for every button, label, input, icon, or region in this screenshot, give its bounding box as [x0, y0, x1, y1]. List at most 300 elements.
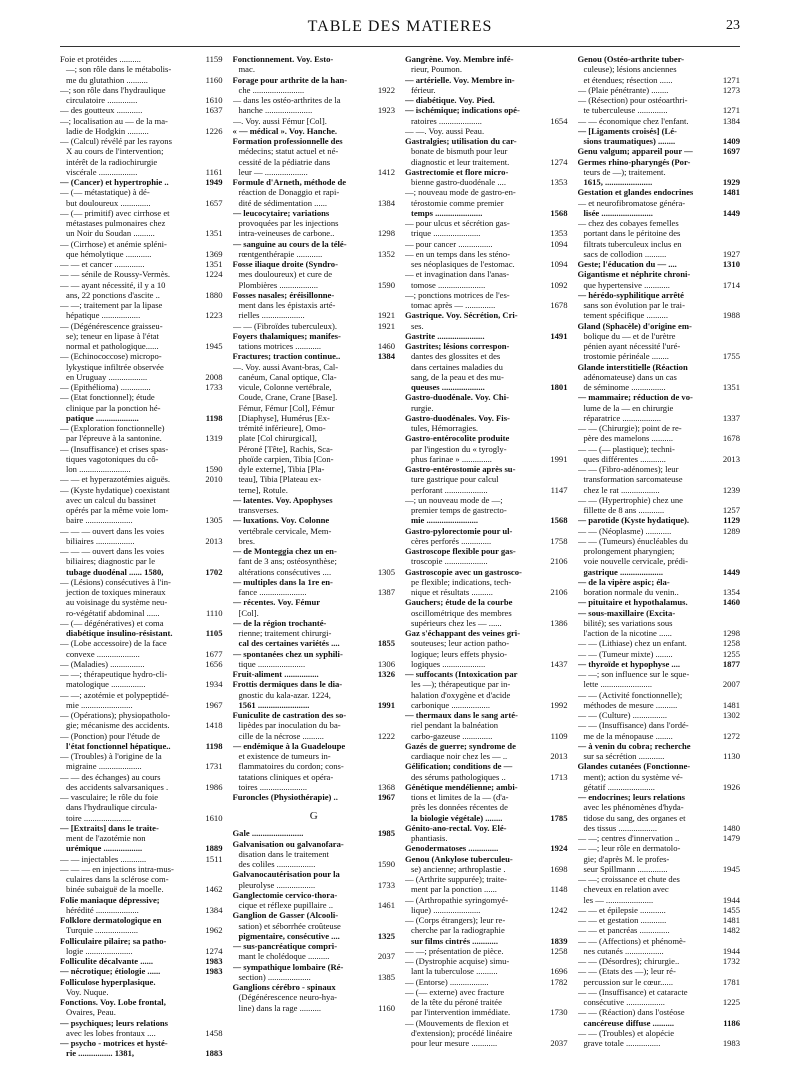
index-entry	[405, 536, 568, 546]
index-entry	[233, 931, 396, 941]
index-entry	[60, 761, 223, 771]
index-entry	[60, 433, 223, 443]
entry-text: lon ........................	[66, 464, 131, 474]
entry-text: — — — en injections intra-mus-	[60, 863, 174, 874]
entry-text: gie; mécanisme des accidents.	[66, 720, 170, 731]
entry-page-number: 2007	[722, 679, 740, 690]
index-entry	[233, 321, 396, 331]
index-entry	[578, 997, 741, 1007]
entry-text: — en un temps dans les sténo-	[405, 248, 511, 259]
index-entry	[233, 372, 396, 382]
index-entry	[60, 64, 223, 74]
index-entry	[233, 505, 396, 515]
entry-text: — luxations. Voy. Colonne	[232, 515, 330, 526]
entry-page-number: 1944	[722, 945, 740, 956]
index-entry	[60, 669, 223, 679]
index-entry	[233, 761, 396, 771]
entry-text: par l'ingestion du « tyrogly-	[411, 443, 507, 454]
index-entry	[60, 772, 223, 782]
entry-text: riel pendant la balnéation	[411, 720, 499, 731]
section-letter: G	[309, 810, 318, 823]
index-entry	[578, 290, 741, 300]
index-entry	[578, 382, 741, 392]
index-entry	[578, 85, 741, 95]
entry-text: Ganglion de Gasser (Alcooli-	[232, 910, 339, 921]
entry-text: hérédité ....................	[66, 904, 139, 915]
entry-text: teau], Tibia [Plateau ex-	[238, 474, 322, 485]
entry-text: nique et résultats ..........	[411, 587, 493, 597]
entry-text: pénien ayant nécessité l'uré-	[583, 341, 681, 351]
index-entry	[405, 157, 568, 167]
entry-text: des coliles ..................	[238, 859, 316, 869]
entry-text: — psychiques; leurs relations	[60, 1017, 168, 1028]
index-entry	[60, 884, 223, 894]
index-entry	[60, 925, 223, 935]
entry-text: rœntgenthérapie ............	[238, 248, 323, 259]
index-entry	[578, 177, 741, 187]
index-entry	[405, 249, 568, 259]
index-entry	[60, 54, 223, 64]
index-entry	[233, 433, 396, 443]
entry-page-number: 1305	[377, 566, 395, 577]
index-entry	[60, 116, 223, 126]
entry-text: cheveux en relation avec	[583, 884, 669, 895]
index-entry	[578, 341, 741, 351]
entry-page-number: 1460	[377, 341, 395, 351]
entry-page-number: 2106	[550, 556, 568, 567]
entry-text: Génétique mendélienne; ambi-	[405, 781, 518, 792]
index-entry	[233, 239, 396, 249]
entry-text: que hémolytique ............	[66, 248, 152, 259]
index-entry	[578, 792, 741, 802]
entry-text: sation) et séborrhée croûteuse	[238, 920, 341, 931]
entry-text: Gastro-entérostomie après su-	[405, 464, 516, 474]
index-entry	[578, 464, 741, 474]
index-entry	[405, 75, 568, 85]
entry-text: Ganglectomie cervico-thora-	[232, 889, 338, 900]
index-entry	[60, 280, 223, 290]
entry-text: canéum, Canal optique, Cla-	[238, 371, 337, 382]
entry-page-number: 1480	[722, 822, 740, 833]
index-entry	[233, 720, 396, 730]
index-entry	[60, 75, 223, 85]
index-entry	[233, 972, 396, 982]
entry-text: sacs de collodion ..........	[583, 248, 667, 259]
entry-text: Fonctions. Voy. Lobe frontal,	[60, 997, 166, 1007]
index-entry	[60, 936, 223, 946]
index-entry	[578, 884, 741, 894]
entry-text: Ovaires, Peau.	[66, 1007, 116, 1018]
entry-text: migraine ....................	[66, 761, 142, 772]
index-entry	[405, 720, 568, 730]
index-entry	[60, 341, 223, 351]
entry-text: Galvanisation ou galvanofara-	[232, 838, 344, 849]
entry-page-number: 1458	[205, 1027, 223, 1038]
index-entry	[405, 54, 568, 64]
index-entry	[405, 659, 568, 669]
entry-text: — endocrines; leurs relations	[577, 792, 685, 802]
index-entry	[405, 474, 568, 484]
index-entry	[60, 464, 223, 474]
index-entry	[578, 474, 741, 484]
entry-page-number: 1481	[722, 915, 740, 925]
entry-text: [Col].	[238, 607, 259, 618]
entry-text: — diabétique. Voy. Pied.	[405, 95, 495, 105]
entry-text: che ........................	[238, 84, 305, 95]
entry-text: prolongement pharyngien;	[583, 546, 675, 556]
index-entry	[578, 628, 741, 638]
entry-text: Folklore dermatologique en	[60, 915, 162, 925]
index-entry	[578, 95, 741, 105]
entry-text: Fonctionnement. Voy. Esto-	[232, 54, 334, 64]
index-entry	[60, 977, 223, 987]
index-entry	[60, 105, 223, 115]
entry-text: — (Lobe accessoire) de la face	[60, 638, 167, 649]
entry-text: leur — ....................	[238, 166, 308, 177]
entry-text: pigmentaire, consécutive ....	[238, 930, 340, 941]
entry-text: — — ayant nécessité, il y a 10	[60, 279, 166, 290]
entry-text: transverses.	[238, 505, 279, 515]
entry-page-number: 1855	[377, 638, 395, 649]
index-entry	[60, 782, 223, 792]
entry-text: Folie maniaque dépressive;	[60, 894, 160, 905]
entry-text: viscérale ..................	[66, 166, 138, 177]
index-entry	[60, 813, 223, 823]
entry-text: — thermaux dans le sang arté-	[405, 710, 518, 720]
entry-page-number: 2037	[377, 951, 395, 962]
entry-page-number: 1590	[205, 464, 223, 474]
index-entry	[405, 321, 568, 331]
entry-text: troscopie ....................	[411, 556, 488, 567]
index-entry	[233, 741, 396, 751]
entry-text: — pituitaire et hypothalamus.	[577, 597, 688, 608]
entry-text: temps ......................	[411, 207, 483, 218]
entry-text: —; localisation au — de la ma-	[60, 115, 168, 126]
index-entry	[578, 946, 741, 956]
index-entry	[60, 218, 223, 228]
index-entry	[578, 597, 741, 607]
entry-text: avec un calcul du bassinet	[66, 494, 156, 505]
entry-text: lant la tuberculose ..........	[411, 966, 498, 977]
index-entry	[60, 495, 223, 505]
index-entry	[578, 802, 741, 812]
entry-text: ques différentes ............	[583, 453, 666, 464]
entry-text: père des mamelons ..........	[583, 433, 673, 444]
entry-page-number: 1877	[722, 658, 740, 669]
entry-text: — multiples dans la 1re en-	[232, 576, 333, 587]
index-entry	[233, 464, 396, 474]
index-entry	[233, 526, 396, 536]
index-entry	[60, 403, 223, 413]
entry-text: gastrique ....................	[583, 566, 663, 577]
entry-text: cessité de la pédiatrie dans	[238, 156, 331, 167]
entry-text: ladie de Hodgkin ..........	[66, 125, 149, 136]
index-entry	[578, 259, 741, 269]
index-entry	[60, 597, 223, 607]
entry-page-number: 1460	[722, 597, 740, 608]
entry-text: — —; croissance et chute des	[577, 874, 680, 884]
entry-text: des sérums pathologiques ..	[411, 771, 506, 782]
index-column-4	[578, 54, 741, 1068]
index-entry	[578, 228, 741, 238]
entry-page-number: 1455	[722, 904, 740, 915]
index-entry	[60, 300, 223, 310]
index-entry	[578, 956, 741, 966]
entry-page-number: 1696	[550, 966, 568, 977]
index-entry	[233, 85, 396, 95]
entry-text: mant le cholédoque ..........	[238, 951, 330, 962]
entry-page-number: 1967	[205, 699, 223, 710]
entry-page-number: 1319	[205, 433, 223, 444]
index-entry	[405, 464, 568, 474]
index-entry	[405, 392, 568, 402]
entry-text: tatations cliniques et opéra-	[238, 771, 334, 782]
entry-page-number: 1310	[722, 259, 740, 269]
entry-text: de séminome ................	[583, 382, 666, 392]
entry-text: tations motrices ............	[238, 341, 322, 351]
index-entry	[578, 977, 741, 987]
entry-page-number: 1384	[722, 115, 740, 126]
entry-text: clinique par la ponction hé-	[66, 402, 161, 413]
entry-text: biliaires ..................	[66, 535, 135, 546]
index-entry	[405, 669, 568, 679]
entry-text: voie nouvelle cervicale, prédi-	[583, 556, 689, 567]
index-entry	[405, 741, 568, 751]
index-entry	[405, 956, 568, 966]
index-entry	[60, 843, 223, 853]
index-entry	[405, 1038, 568, 1048]
entry-text: près les données récentes de	[411, 802, 508, 813]
entry-text: supérieurs chez les — ......	[411, 617, 502, 628]
entry-text: au voisinage du système neu-	[66, 597, 168, 608]
index-entry	[60, 536, 223, 546]
index-entry	[405, 936, 568, 946]
index-entry	[578, 659, 741, 669]
index-entry	[233, 341, 396, 351]
entry-text: ro-végétatif abdominal ......	[66, 607, 160, 618]
entry-page-number: 1302	[722, 710, 740, 720]
entry-text: mie ........................	[66, 699, 133, 710]
index-entry	[60, 95, 223, 105]
entry-text: baire ......................	[66, 515, 133, 526]
entry-page-number: 1992	[550, 699, 568, 710]
entry-text: halation d'oxygène et d'acide	[411, 689, 511, 700]
index-entry	[578, 864, 741, 874]
index-entry	[60, 567, 223, 577]
index-entry	[233, 269, 396, 279]
index-entry	[405, 146, 568, 156]
index-entry	[578, 741, 741, 751]
entry-page-number: 1412	[377, 166, 395, 177]
index-entry	[578, 638, 741, 648]
entry-text: rurgie.	[411, 402, 434, 413]
index-entry	[405, 905, 568, 915]
entry-text: cal des certaines variétés ....	[238, 638, 340, 649]
index-entry	[233, 587, 396, 597]
entry-text: tement spécifique ..........	[583, 310, 668, 321]
index-entry	[233, 669, 396, 679]
index-entry	[233, 577, 396, 587]
index-entry	[60, 228, 223, 238]
entry-page-number: 1298	[377, 228, 395, 239]
index-entry	[578, 915, 741, 925]
entry-text: Fruit-aliment ................	[232, 669, 319, 679]
index-entry	[405, 126, 568, 136]
entry-page-number: 1677	[205, 648, 223, 659]
entry-page-number: 1462	[205, 884, 223, 895]
index-entry	[578, 1028, 741, 1038]
index-entry	[60, 556, 223, 566]
entry-text: logie ......................	[66, 945, 133, 956]
index-entry	[233, 849, 396, 859]
index-entry	[60, 751, 223, 761]
entry-text: nes cutanés ..................	[583, 945, 664, 956]
index-entry	[405, 700, 568, 710]
entry-text: — (Calcul) révélé par les rayons	[60, 136, 172, 146]
entry-text: diabétique insulino-résistant.	[66, 628, 173, 638]
entry-text: — — (Tumeurs) énucléables du	[577, 535, 688, 546]
entry-text: — (Maladies) ................	[60, 658, 145, 669]
index-entry	[233, 382, 396, 392]
index-entry	[405, 208, 568, 218]
index-entry	[233, 403, 396, 413]
index-entry	[405, 64, 568, 74]
index-entry	[578, 423, 741, 433]
index-entry	[405, 710, 568, 720]
index-entry	[233, 618, 396, 628]
entry-text: lykystique infiltrée observée	[66, 361, 164, 372]
entry-text: plate [Col chirurgical],	[238, 433, 317, 444]
index-entry	[578, 966, 741, 976]
index-entry	[578, 1007, 741, 1017]
entry-page-number: 1159	[205, 54, 223, 64]
index-entry	[578, 608, 741, 618]
index-entry	[233, 546, 396, 556]
entry-text: — — (Insuffisance) et cataracte	[577, 986, 688, 997]
entry-text: premier temps de gastrecto-	[411, 505, 507, 515]
entry-text: avec les lobes frontaux ....	[66, 1027, 156, 1038]
entry-text: carbo-gazeuse ..............	[411, 730, 493, 741]
entry-text: sions traumatiques) ........	[583, 136, 676, 146]
entry-text: les — ......................	[583, 894, 654, 905]
entry-page-number: 1242	[550, 904, 568, 915]
index-entry	[405, 269, 568, 279]
entry-text: médecins; statut actuel et né-	[238, 146, 339, 157]
entry-text: les —); thérapeutique par in-	[411, 679, 511, 690]
index-entry	[60, 915, 223, 925]
index-entry	[578, 372, 741, 382]
index-entry	[233, 485, 396, 495]
entry-text: (Dégénérescence neuro-hya-	[238, 992, 338, 1003]
entry-page-number: 1258	[722, 638, 740, 649]
entry-text: cardiaque noir chez les — ..	[411, 751, 508, 761]
entry-page-number: 1147	[550, 484, 568, 495]
entry-text: Gastro-pylorectomie pour ul-	[405, 525, 513, 536]
entry-text: en Uruguay ..................	[66, 371, 148, 382]
entry-text: — à venin du cobra; recherche	[577, 740, 691, 751]
entry-text: l'action de la nicotine ......	[583, 628, 672, 638]
entry-page-number: 1255	[722, 648, 740, 659]
entry-text: — parotide (Kyste hydatique).	[577, 515, 690, 526]
entry-page-number: 1590	[377, 279, 395, 290]
index-entry	[405, 925, 568, 935]
entry-text: dyle externe], Tibia [Pla-	[238, 464, 325, 474]
entry-text: tules, Hémorragies.	[411, 423, 479, 433]
entry-page-number: 1590	[377, 859, 395, 869]
entry-text: térostomie comme premier	[411, 197, 504, 208]
index-entry	[233, 167, 396, 177]
index-entry	[233, 782, 396, 792]
entry-text: — — (Insuffisance) dans l'ordé-	[577, 720, 689, 731]
entry-text: flammatoires du cordon; cons-	[238, 761, 344, 772]
entry-page-number: 1801	[550, 382, 568, 392]
index-entry	[578, 136, 741, 146]
index-entry	[405, 403, 568, 413]
entry-page-number: 1944	[722, 894, 740, 905]
index-entry	[405, 782, 568, 792]
index-entry	[233, 921, 396, 931]
index-entry	[60, 874, 223, 884]
entry-text: Gastralgies; utilisation du car-	[405, 136, 517, 146]
entry-page-number: 2013	[722, 453, 740, 464]
index-entry	[233, 536, 396, 546]
entry-text: — (Kyste hydatique) coexistant	[60, 484, 170, 495]
entry-text: — (Opérations); physiopatholo-	[60, 710, 171, 720]
entry-text: fillette de 8 ans ............	[583, 505, 665, 515]
entry-text: jection de toxiques mineraux	[66, 587, 166, 597]
entry-text: gétatif ......................	[583, 781, 655, 792]
index-entry	[405, 116, 568, 126]
index-entry	[405, 997, 568, 1007]
entry-text: line) dans la rage ..........	[238, 1002, 322, 1013]
entry-text: rielles ....................	[238, 310, 305, 321]
index-entry	[60, 392, 223, 402]
entry-text: Gangrène. Voy. Membre infé-	[405, 54, 514, 64]
entry-text: — récentes. Voy. Fémur	[232, 597, 321, 608]
entry-text: réaction de Donaggio et rapi-	[238, 187, 340, 198]
entry-text: intra-veineuses de carbone..	[238, 228, 335, 239]
index-entry	[233, 515, 396, 525]
entry-text: — —; son influence sur le sque-	[577, 669, 690, 679]
index-entry	[60, 146, 223, 156]
entry-page-number: 1697	[722, 146, 740, 157]
index-entry	[405, 587, 568, 597]
entry-text: Foie et protéides ..........	[60, 54, 141, 64]
entry-text: gie; d'après M. le profes-	[583, 853, 670, 864]
entry-text: — — (Activité fonctionnelle);	[577, 689, 683, 700]
index-entry	[60, 526, 223, 536]
index-entry	[233, 331, 396, 341]
index-entry	[405, 341, 568, 351]
index-entry	[233, 628, 396, 638]
entry-page-number: 1109	[550, 730, 568, 741]
index-entry	[578, 936, 741, 946]
entry-page-number: 1198	[205, 740, 223, 751]
entry-text: phantiasis.	[411, 833, 448, 843]
entry-page-number: 1929	[722, 177, 740, 187]
entry-text: — sympathique lombaire (Ré-	[232, 961, 344, 972]
index-entry	[405, 966, 568, 976]
entry-page-number: 2010	[205, 474, 223, 485]
entry-text: — et invagination dans l'anas-	[405, 269, 510, 280]
entry-text: — — (Culture) ................	[577, 710, 668, 720]
index-entry	[578, 116, 741, 126]
entry-page-number: 1273	[722, 84, 740, 95]
index-entry	[405, 577, 568, 587]
index-entry	[233, 126, 396, 136]
entry-page-number: 1983	[722, 1038, 740, 1048]
entry-page-number: 1988	[722, 310, 740, 321]
